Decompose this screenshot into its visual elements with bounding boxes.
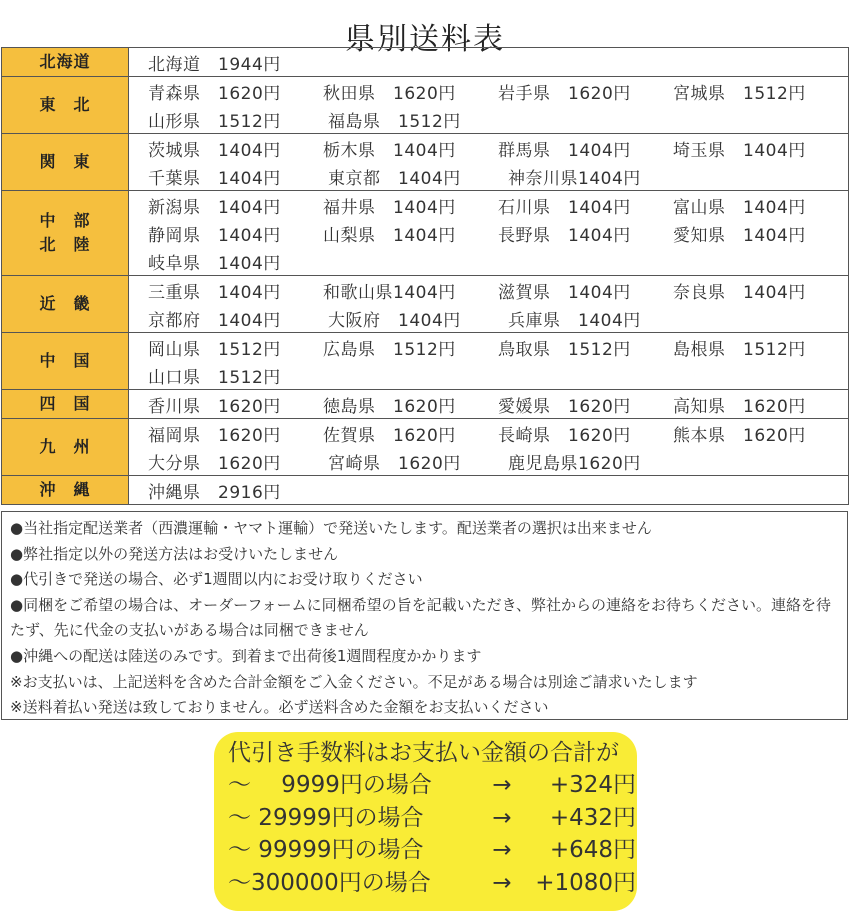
prefecture-rate: 佐賀県 1620円 bbox=[323, 425, 456, 446]
cod-fee-range: ～ 99999円の場合 bbox=[228, 837, 424, 863]
region-row bbox=[2, 276, 849, 333]
region-name: 四 国 bbox=[2, 390, 129, 419]
note-item: ※お支払いは、上記送料を含めた合計金額をご入金ください。不足がある場合は別途ご請求いたします bbox=[10, 672, 698, 691]
prefecture-rate: 宮崎県 1620円 bbox=[328, 453, 461, 474]
prefecture-line bbox=[148, 77, 848, 105]
prefecture-rate: 山梨県 1404円 bbox=[323, 225, 456, 246]
cod-fee-amount: +1080円 bbox=[535, 869, 636, 896]
prefecture-rate: 埼玉県 1404円 bbox=[673, 140, 806, 161]
prefecture-cell bbox=[129, 48, 849, 77]
region-name: 北海道 bbox=[2, 48, 129, 77]
prefecture-rate: 京都府 1404円 bbox=[148, 310, 281, 331]
prefecture-rate: 島根県 1512円 bbox=[673, 339, 806, 360]
arrow-icon: → bbox=[492, 772, 512, 798]
prefecture-rate: 高知県 1620円 bbox=[673, 396, 806, 417]
region-name: 近 畿 bbox=[2, 276, 129, 333]
prefecture-rate: 北海道 1944円 bbox=[148, 54, 281, 75]
prefecture-rate: 福島県 1512円 bbox=[328, 111, 461, 132]
shipping-notes bbox=[1, 511, 848, 720]
prefecture-rate: 滋賀県 1404円 bbox=[498, 282, 631, 303]
prefecture-line bbox=[148, 361, 848, 389]
cod-fee-amount: +648円 bbox=[549, 837, 636, 863]
region-name: 九 州 bbox=[2, 419, 129, 476]
prefecture-rate: 奈良県 1404円 bbox=[673, 282, 806, 303]
prefecture-rate: 山形県 1512円 bbox=[148, 111, 281, 132]
prefecture-rate: 長野県 1404円 bbox=[498, 225, 631, 246]
region-row bbox=[2, 390, 849, 419]
prefecture-line bbox=[148, 333, 848, 361]
prefecture-rate: 広島県 1512円 bbox=[323, 339, 456, 360]
arrow-icon: → bbox=[492, 869, 512, 896]
prefecture-rate: 静岡県 1404円 bbox=[148, 225, 281, 246]
prefecture-rate: 福井県 1404円 bbox=[323, 197, 456, 218]
region-row bbox=[2, 48, 849, 77]
prefecture-line bbox=[148, 219, 848, 247]
prefecture-line bbox=[148, 162, 848, 190]
prefecture-rate: 愛知県 1404円 bbox=[673, 225, 806, 246]
prefecture-rate: 石川県 1404円 bbox=[498, 197, 631, 218]
prefecture-line bbox=[148, 134, 848, 162]
cod-fee-row bbox=[228, 834, 637, 867]
note-item: ●沖縄への配送は陸送のみです。到着まで出荷後1週間程度かかります bbox=[10, 646, 482, 665]
prefecture-rate: 香川県 1620円 bbox=[148, 396, 281, 417]
prefecture-cell bbox=[129, 77, 849, 134]
prefecture-line bbox=[148, 419, 848, 447]
prefecture-rate: 東京都 1404円 bbox=[328, 168, 461, 189]
cod-fee-box bbox=[214, 732, 637, 911]
prefecture-rate: 宮城県 1512円 bbox=[673, 83, 806, 104]
prefecture-rate: 新潟県 1404円 bbox=[148, 197, 281, 218]
prefecture-rate: 栃木県 1404円 bbox=[323, 140, 456, 161]
cod-fee-row bbox=[228, 867, 637, 900]
cod-fee-row bbox=[228, 802, 637, 835]
prefecture-rate: 茨城県 1404円 bbox=[148, 140, 281, 161]
prefecture-rate: 青森県 1620円 bbox=[148, 83, 281, 104]
arrow-icon: → bbox=[492, 837, 512, 863]
page-title: 県別送料表 bbox=[345, 22, 505, 58]
prefecture-rate: 和歌山県1404円 bbox=[323, 282, 456, 303]
prefecture-rate: 沖縄県 2916円 bbox=[148, 482, 281, 503]
prefecture-rate: 岐阜県 1404円 bbox=[148, 253, 281, 274]
region-row bbox=[2, 77, 849, 134]
region-name: 中 部 北 陸 bbox=[2, 191, 129, 276]
cod-fee-range: ～ 9999円の場合 bbox=[228, 772, 432, 798]
prefecture-line bbox=[148, 276, 848, 304]
prefecture-cell bbox=[129, 476, 849, 505]
prefecture-line bbox=[148, 476, 848, 504]
region-name: 関 東 bbox=[2, 134, 129, 191]
cod-fee-range: ～ 29999円の場合 bbox=[228, 804, 424, 831]
note-item: ●当社指定配送業者（西濃運輸・ヤマト運輸）で発送いたします。配送業者の選択は出来ません bbox=[10, 519, 652, 537]
prefecture-rate: 徳島県 1620円 bbox=[323, 396, 456, 417]
prefecture-rate: 三重県 1404円 bbox=[148, 282, 281, 303]
prefecture-rate: 長崎県 1620円 bbox=[498, 425, 631, 446]
prefecture-line bbox=[148, 48, 848, 76]
prefecture-rate: 岩手県 1620円 bbox=[498, 83, 631, 104]
region-name: 東 北 bbox=[2, 77, 129, 134]
prefecture-rate: 大阪府 1404円 bbox=[328, 310, 461, 331]
note-item: ●弊社指定以外の発送方法はお受けいたしません bbox=[10, 544, 339, 563]
cod-fee-row bbox=[228, 769, 637, 802]
prefecture-cell bbox=[129, 390, 849, 419]
cod-fee-range: ～300000円の場合 bbox=[228, 869, 431, 896]
prefecture-rate: 岡山県 1512円 bbox=[148, 339, 281, 360]
prefecture-cell bbox=[129, 134, 849, 191]
prefecture-cell bbox=[129, 276, 849, 333]
region-name: 沖 縄 bbox=[2, 476, 129, 505]
prefecture-line bbox=[148, 447, 848, 475]
region-row bbox=[2, 476, 849, 505]
note-item: ●同梱をご希望の場合は、オーダーフォームに同梱希望の旨を記載いただき、弊社からの連絡をお待ちください。連絡を待たず、先に代金の支払いがある場合は同梱できません bbox=[10, 595, 831, 640]
arrow-icon: → bbox=[492, 804, 512, 831]
prefecture-rate: 兵庫県 1404円 bbox=[508, 310, 641, 331]
prefecture-line bbox=[148, 390, 848, 418]
prefecture-cell bbox=[129, 191, 849, 276]
prefecture-line bbox=[148, 191, 848, 219]
prefecture-rate: 愛媛県 1620円 bbox=[498, 396, 631, 417]
region-row bbox=[2, 191, 849, 276]
prefecture-line bbox=[148, 105, 848, 133]
cod-fee-heading: 代引き手数料はお支払い金額の合計が bbox=[228, 740, 619, 766]
region-row bbox=[2, 419, 849, 476]
prefecture-rate: 千葉県 1404円 bbox=[148, 168, 281, 189]
prefecture-rate: 鳥取県 1512円 bbox=[498, 339, 631, 360]
cod-fee-amount: +324円 bbox=[549, 772, 636, 798]
region-name: 中 国 bbox=[2, 333, 129, 390]
shipping-rate-table bbox=[1, 47, 849, 505]
prefecture-rate: 富山県 1404円 bbox=[673, 197, 806, 218]
note-item: ※送料着払い発送は致しておりません。必ず送料含めた金額をお支払いください bbox=[10, 698, 549, 717]
prefecture-rate: 神奈川県1404円 bbox=[508, 168, 641, 189]
prefecture-cell bbox=[129, 333, 849, 390]
cod-fee-amount: +432円 bbox=[549, 804, 636, 831]
prefecture-rate: 山口県 1512円 bbox=[148, 367, 281, 388]
region-row bbox=[2, 134, 849, 191]
prefecture-rate: 熊本県 1620円 bbox=[673, 425, 806, 446]
prefecture-rate: 大分県 1620円 bbox=[148, 453, 281, 474]
prefecture-rate: 鹿児島県1620円 bbox=[508, 453, 641, 474]
region-row bbox=[2, 333, 849, 390]
prefecture-line bbox=[148, 304, 848, 332]
prefecture-rate: 群馬県 1404円 bbox=[498, 140, 631, 161]
prefecture-line bbox=[148, 247, 848, 275]
prefecture-rate: 秋田県 1620円 bbox=[323, 83, 456, 104]
prefecture-rate: 福岡県 1620円 bbox=[148, 425, 281, 446]
prefecture-cell bbox=[129, 419, 849, 476]
note-item: ●代引きで発送の場合、必ず1週間以内にお受け取りください bbox=[10, 570, 423, 589]
